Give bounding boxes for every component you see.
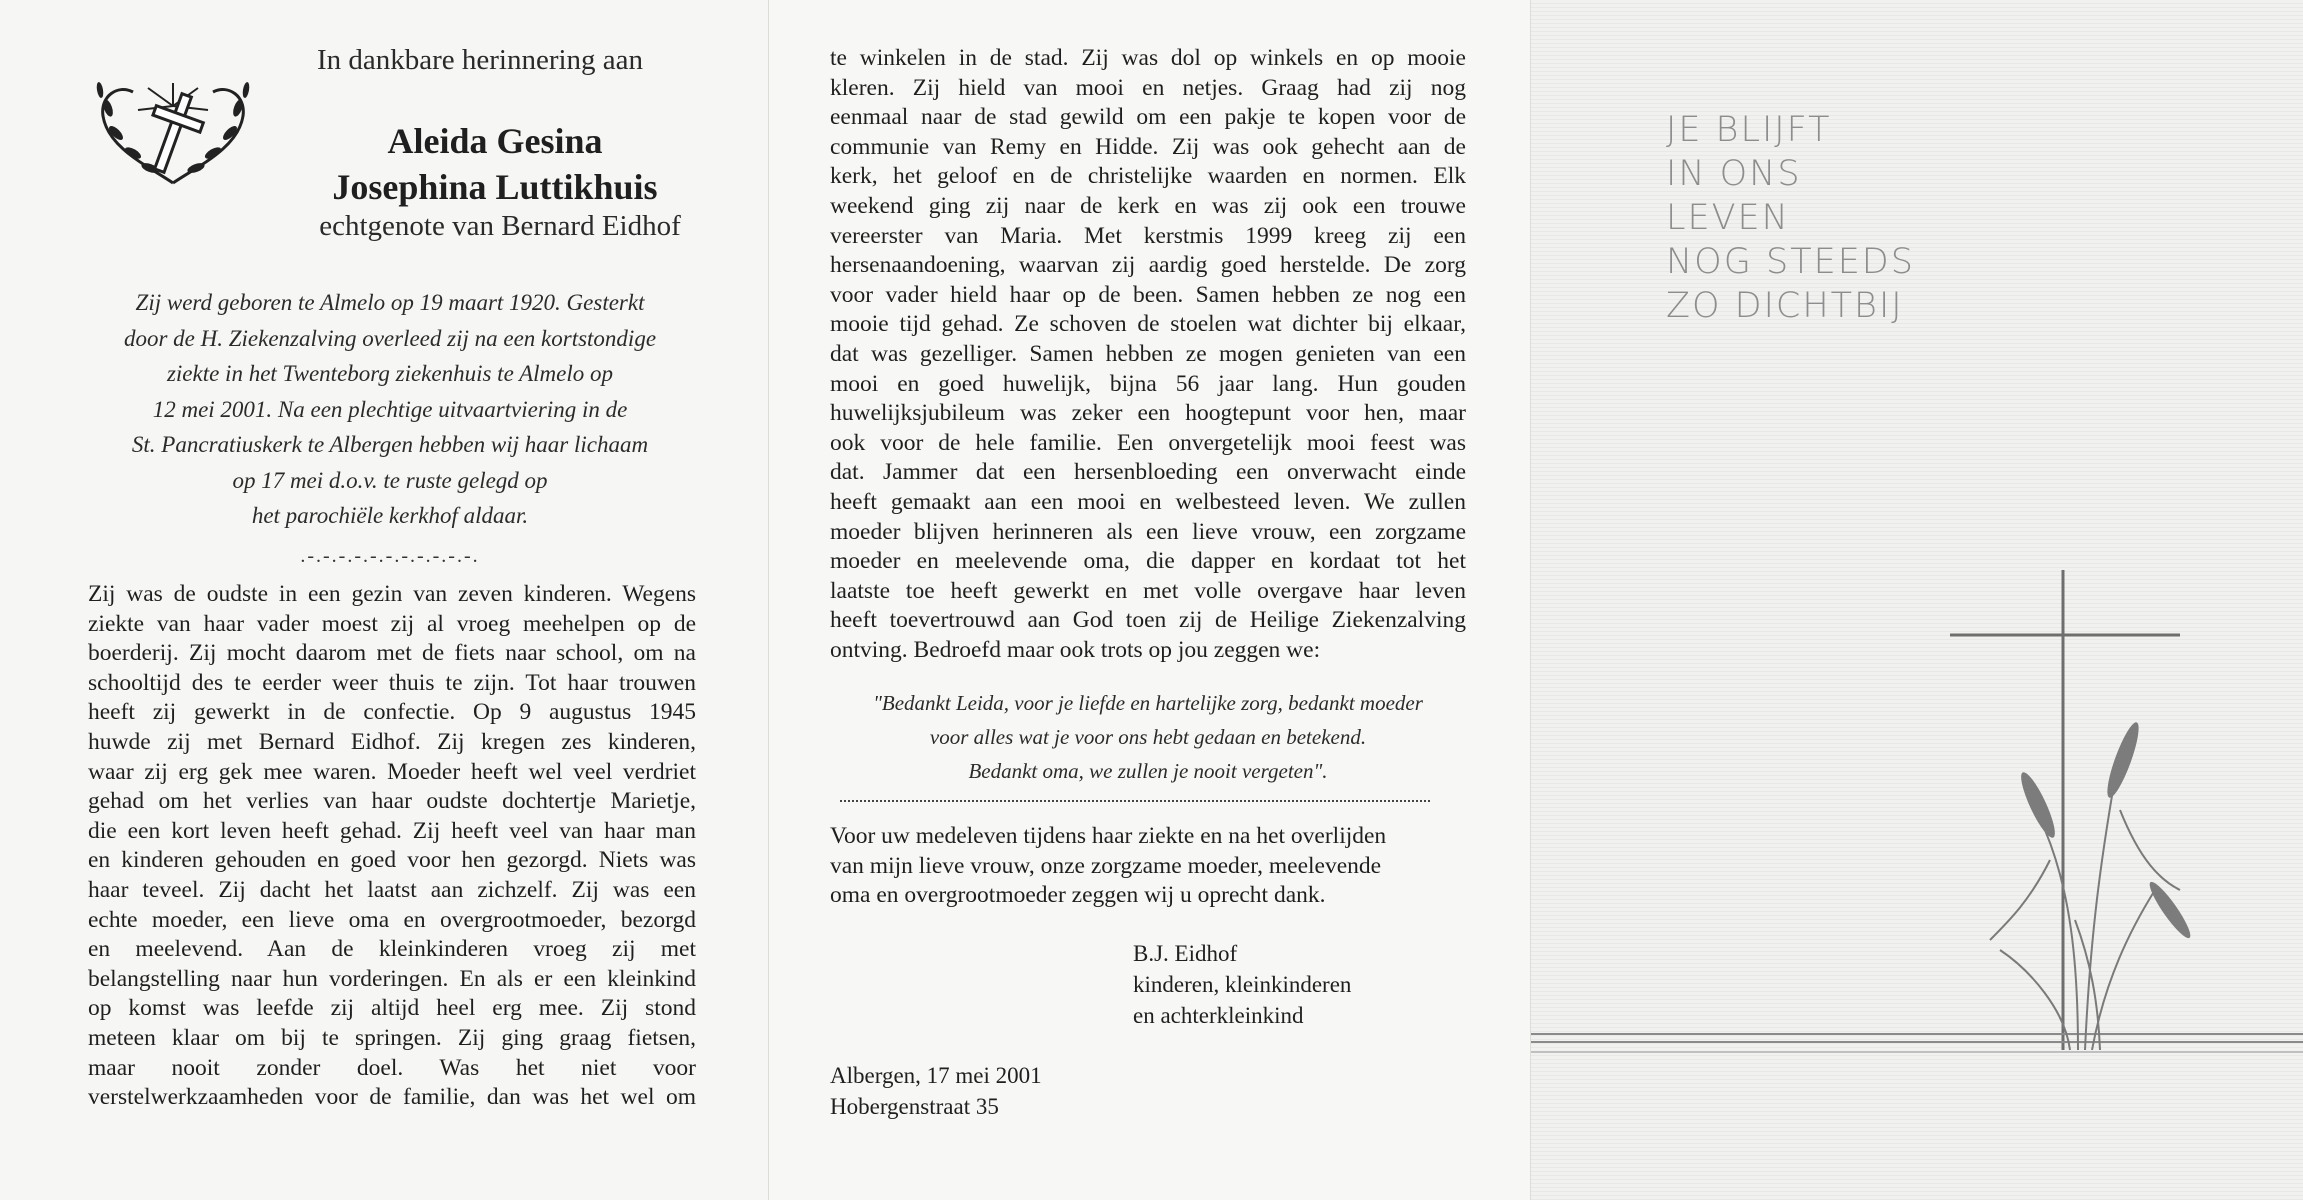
text-line: op komst was leefde zij altijd heel erg mee. Zij stond	[88, 995, 696, 1022]
life-story-text-part-1	[88, 580, 696, 1113]
text-line: 12 mei 2001. Na een plechtige uitvaartviering in de	[152, 396, 628, 422]
text-line: Voor uw medeleven tijdens haar ziekte en na het overlijden	[830, 823, 1387, 849]
gratitude-text	[830, 822, 1466, 911]
signature-line: kinderen, kleinkinderen	[1133, 972, 1352, 997]
text-line: huwde zij met Bernard Eidhof. Zij kregen zes kinderen,	[88, 728, 696, 755]
text-line: mooi en goed huwelijk, bijna 56 jaar lang. Hun gouden	[830, 370, 1466, 397]
quote-line: "Bedankt Leida, voor je liefde en hartelijke zorg, bedankt moeder	[873, 691, 1423, 715]
thank-you-quote	[830, 686, 1466, 788]
text-line: dat was gezelliger. Samen hebben ze mogen genieten van een	[830, 340, 1466, 367]
text-line: verstelwerkzaamheden voor de familie, dan was het wel om	[88, 1084, 696, 1111]
deceased-name-line-1: Aleida Gesina	[387, 121, 603, 161]
motto-line: IN ONS	[1666, 154, 1802, 194]
cross-wheat-emblem-icon	[88, 78, 258, 190]
birth-death-text	[90, 285, 690, 534]
text-line: ziekte in het Twenteborg ziekenhuis te Almelo op	[166, 361, 614, 386]
deceased-name	[300, 118, 690, 210]
place-date-block	[830, 1060, 1230, 1122]
text-line: laatste toe heeft gewerkt en met volle overgave haar leven	[830, 577, 1466, 604]
text-line: door de H. Ziekenzalving overleed zij na een kortstondige	[123, 325, 657, 351]
text-line: heeft zij gewerkt in de confectie. Op 9 augustus 1945	[88, 699, 696, 726]
address: Hobergenstraat 35	[830, 1094, 999, 1119]
motto-line: LEVEN	[1666, 198, 1790, 238]
cross-wheat-illustration	[1530, 560, 2303, 1060]
text-line: communie van Remy en Hidde. Zij was ook gehecht aan de	[830, 133, 1466, 160]
text-line: echte moeder, een lieve oma en overgrootmoeder, bezorgd	[88, 906, 696, 933]
text-line: belangstelling naar hun vorderingen. En als er een kleinkind	[88, 965, 696, 992]
text-line: die een kort leven heeft gehad. Zij heeft veel van haar man	[88, 817, 696, 844]
text-line: weekend ging zij naar de kerk en was zij ook een trouwe	[830, 192, 1466, 219]
text-line: op 17 mei d.o.v. te ruste gelegd op	[232, 467, 548, 493]
text-line: Zij werd geboren te Almelo op 19 maart 1920. Gesterkt	[135, 290, 645, 315]
text-line: vereerster van Maria. Met kerstmis 1999 kreeg zij een	[830, 222, 1466, 249]
text-line: mooie tijd gehad. Ze schoven de stoelen wat dichter bij elkaar,	[830, 311, 1466, 338]
text-line: St. Pancratiuskerk te Albergen hebben wij haar lichaam	[131, 432, 649, 457]
text-line: ziekte van haar vader moest zij al vroeg meehelpen op de	[88, 610, 696, 637]
text-line: het parochiële kerkhof aldaar.	[251, 503, 529, 528]
text-line: kleren. Zij hield van mooi en netjes. Graag had zij nog	[830, 74, 1466, 101]
text-line: waar zij erg gek mee waren. Moeder heeft wel veel verdriet	[88, 758, 696, 785]
dot-separator: .-.-.-.-.-.-.-.-.-.-.-.	[300, 545, 480, 567]
quote-line: Bedankt oma, we zullen je nooit vergeten".	[968, 759, 1328, 783]
card-left-panel	[0, 0, 768, 1200]
text-line: dat. Jammer dat een hersenbloeding een onverwacht einde	[830, 459, 1466, 486]
text-line: moeder en meelevende oma, die dapper en kordaat tot het	[830, 548, 1466, 575]
text-line: ook voor de hele familie. Een onvergetelijk mooi feest was	[830, 429, 1466, 456]
place-date: Albergen, 17 mei 2001	[830, 1063, 1042, 1088]
text-line: en meelevend. Aan de kleinkinderen vroeg zij met	[88, 936, 696, 963]
motto-line: ZO DICHTBIJ	[1666, 286, 1904, 326]
text-line: eenmaal naar de stad gewild om een pakje te kopen voor de	[830, 104, 1466, 131]
text-line: van mijn lieve vrouw, onze zorgzame moeder, meelevende	[830, 852, 1382, 879]
fold-line	[768, 0, 769, 1200]
text-line: ontving. Bedroefd maar ook trots op jou zeggen we:	[830, 636, 1321, 663]
text-line: en kinderen gehouden en goed voor hen gezorgd. Niets was	[88, 847, 696, 874]
text-line: huwelijksjubileum was zeker een hoogtepunt voor hen, maar	[830, 400, 1466, 427]
text-line: Zij was de oudste in een gezin van zeven kinderen. Wegens	[88, 581, 696, 607]
signature-line: B.J. Eidhof	[1133, 941, 1238, 966]
motto-line: JE BLIJFT	[1666, 110, 1832, 150]
text-line: heeft gemaakt aan een mooi en welbesteed leven. We zullen	[830, 488, 1466, 515]
text-line: te winkelen in de stad. Zij was dol op winkels en op mooie	[830, 45, 1466, 71]
deceased-name-line-2: Josephina Luttikhuis	[332, 167, 658, 207]
text-line: meteen klaar om bij te springen. Zij ging graag fietsen,	[88, 1024, 696, 1051]
text-line: maar nooit zonder doel. Was het niet voor	[88, 1054, 696, 1081]
text-line: gehad om het verlies van haar oudste dochtertje Marietje,	[88, 788, 696, 815]
text-line: voor vader hield haar op de been. Samen hebben ze nog een	[830, 281, 1466, 308]
life-story-text-part-2	[830, 44, 1466, 665]
intro-heading: In dankbare herinnering aan	[316, 44, 644, 76]
fold-line	[1530, 0, 1531, 1200]
text-line: kerk, het geloof en de christelijke waarden en normen. Elk	[830, 163, 1466, 190]
signature-line: en achterkleinkind	[1133, 1003, 1304, 1028]
motto-line: NOG STEEDS	[1666, 242, 1915, 282]
text-line: moeder blijven herinneren als een lieve vrouw, een zorgzame	[830, 518, 1466, 545]
text-line: haar teveel. Zij dacht het laatst aan zichzelf. Zij was een	[88, 876, 696, 903]
text-line: boerderij. Zij mocht daarom met de fiets naar school, om na	[88, 640, 696, 667]
quote-line: voor alles wat je voor ons hebt gedaan en betekend.	[929, 725, 1367, 749]
cover-motto	[1666, 108, 2066, 328]
signature-block	[1133, 938, 1453, 1031]
text-line: heeft toevertrouwd aan God toen zij de Heilige Ziekenzalving	[830, 607, 1466, 634]
dotted-separator	[840, 800, 1430, 802]
text-line: hersenaandoening, waarvan zij aardig goed herstelde. De zorg	[830, 252, 1466, 279]
text-line: schooltijd des te eerder weer thuis te zijn. Tot haar trouwen	[88, 669, 696, 696]
spouse-line: echtgenote van Bernard Eidhof	[319, 210, 681, 242]
text-line: oma en overgrootmoeder zeggen wij u oprecht dank.	[830, 882, 1326, 909]
